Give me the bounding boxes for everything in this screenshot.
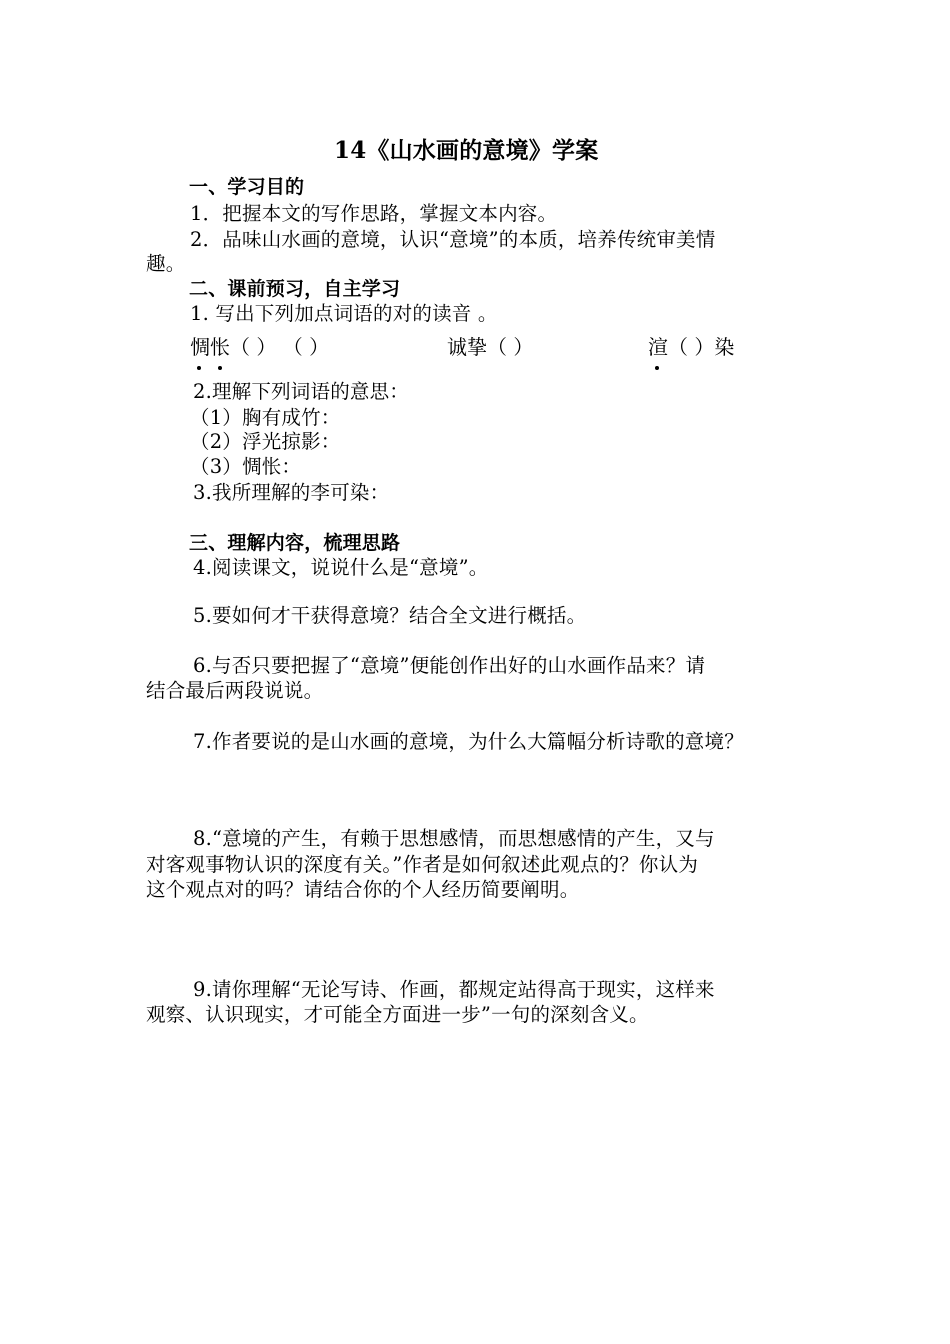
goal-item-2-line2: 趣。	[146, 252, 186, 275]
question-7: 7.作者要说的是山水画的意境，为什么大篇幅分析诗歌的意境？	[193, 730, 744, 753]
section-heading-goals: 一、学习目的	[189, 176, 305, 198]
emphasis-dot	[218, 366, 222, 370]
question-2-item-3: （3）惆怅：	[190, 455, 302, 478]
question-6-line1: 6.与否只要把握了“意境”便能创作出好的山水画作品来？请	[193, 654, 706, 677]
question-9-line2: 观察、认识现实，才可能全方面进一步”一句的深刻含义。	[146, 1003, 649, 1026]
question-3: 3.我所理解的李可染：	[193, 481, 390, 504]
question-1: 1. 写出下列加点词语的对的读音 。	[190, 302, 498, 325]
pinyin-item-chengzhi: 诚挚（ ）	[447, 335, 534, 359]
question-4: 4.阅读课文，说说什么是“意境”。	[193, 556, 489, 579]
page-title: 14《山水画的意境》学案	[334, 137, 599, 164]
question-9-line1: 9.请你理解“无论写诗、作画，都规定站得高于现实，这样来	[193, 978, 715, 1001]
question-5: 5.要如何才干获得意境？结合全文进行概括。	[193, 604, 587, 627]
emphasis-dot	[197, 366, 201, 370]
goal-item-2-line1: 2．品味山水画的意境，认识“意境”的本质，培养传统审美情	[190, 228, 716, 251]
question-8-line2: 对客观事物认识的深度有关。”作者是如何叙述此观点的？你认为	[146, 853, 699, 876]
section-heading-understanding: 三、理解内容，梳理思路	[189, 532, 401, 554]
question-2: 2.理解下列词语的意思：	[193, 380, 410, 403]
emphasis-dot	[655, 366, 659, 370]
goal-item-1: 1．把握本文的写作思路，掌握文本内容。	[190, 202, 558, 225]
question-8-line1: 8.“意境的产生，有赖于思想感情，而思想感情的产生，又与	[193, 827, 715, 850]
question-6-line2: 结合最后两段说说。	[146, 679, 324, 702]
pinyin-item-chouchang: 惆怅（ ） （ ）	[190, 335, 330, 359]
question-2-item-2: （2）浮光掠影：	[190, 430, 341, 453]
section-heading-preview: 二、课前预习，自主学习	[189, 278, 401, 300]
question-2-item-1: （1）胸有成竹：	[190, 406, 341, 429]
pinyin-item-xuanran: 渲（ ）染	[648, 335, 735, 359]
question-8-line3: 这个观点对的吗？请结合你的个人经历简要阐明。	[146, 878, 580, 901]
